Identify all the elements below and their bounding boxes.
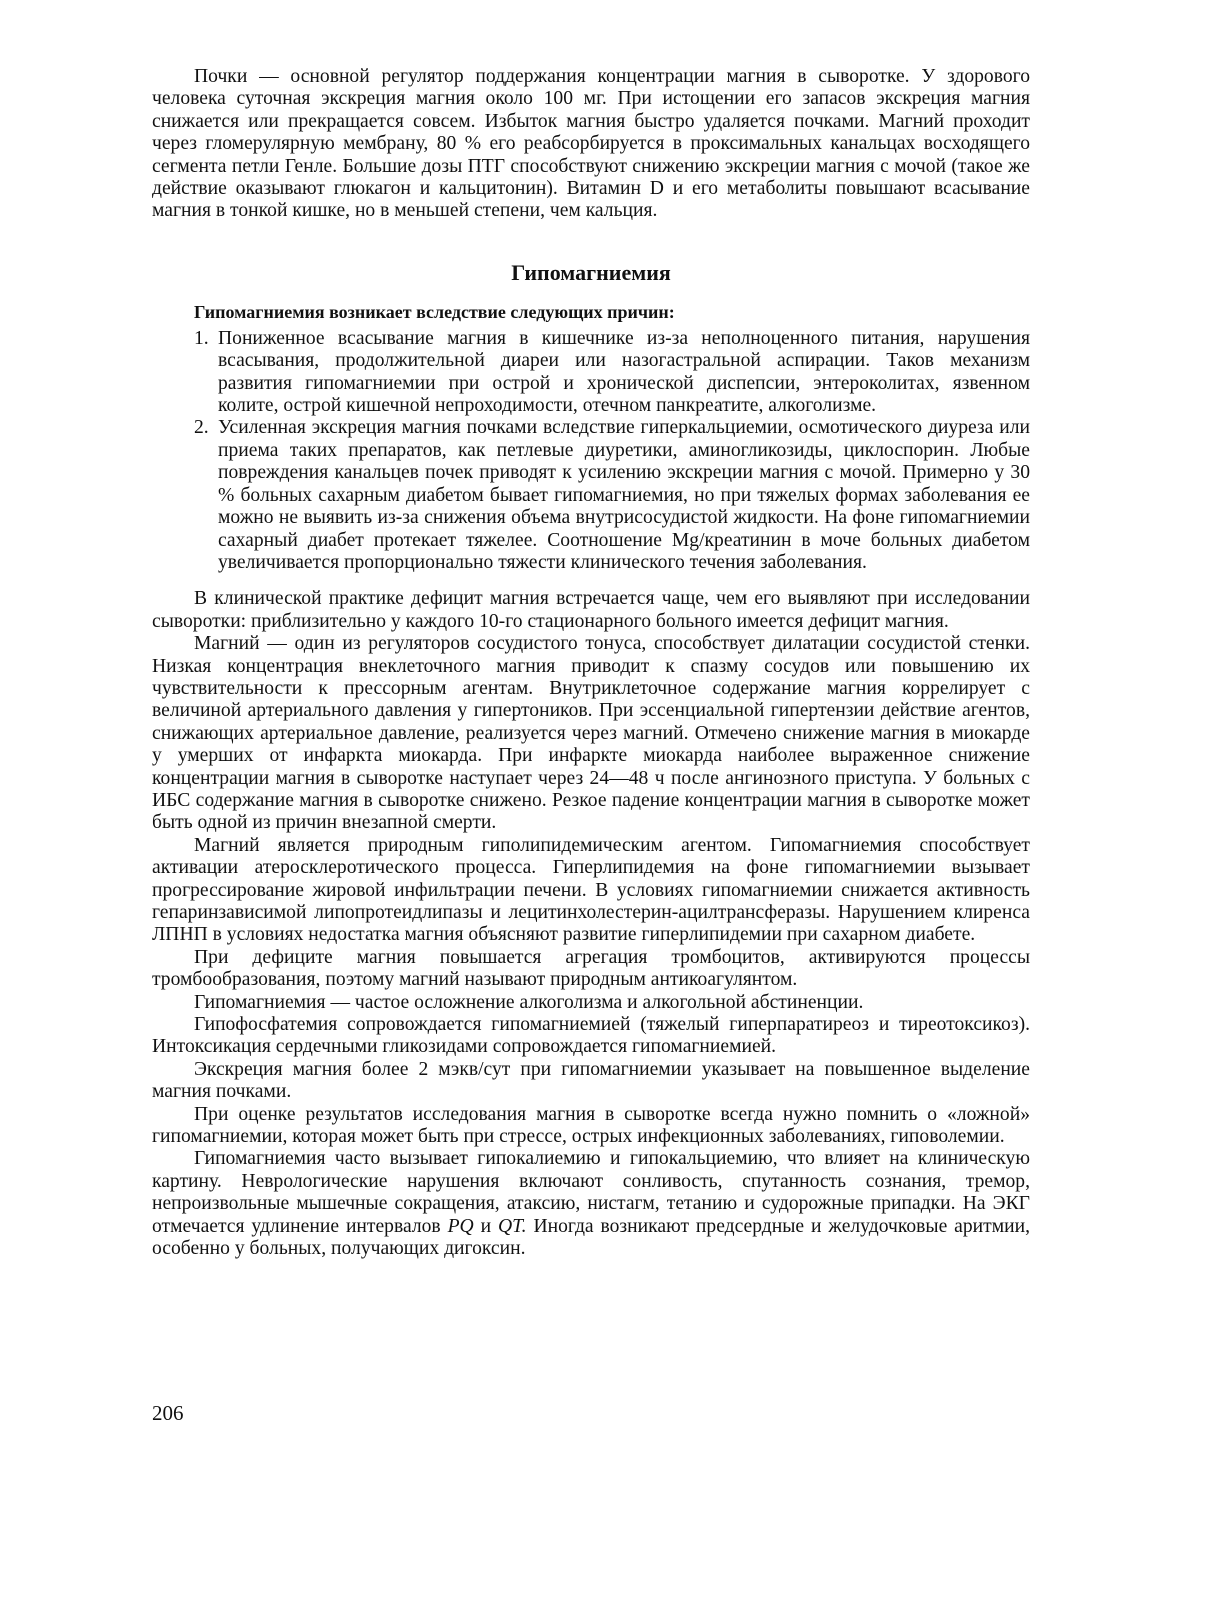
last-paragraph-text-start: Гипомагниемия часто вызывает гипокалиемию и гипокальциемию, что влияет на клиническую картину. Неврологические нарушения включают сонливость, спутанность сознания, тремор, непроизвольные мышечные сокращения, атаксию, нистагм, тетанию и судорожные припадки. На ЭКГ отмечается удлинение интервалов <box>152 1148 1030 1237</box>
document-page <box>152 66 1030 1261</box>
page-number: 206 <box>152 1401 184 1425</box>
causes-lead: Гипомагниемия возникает вследствие следующих причин: <box>194 301 675 322</box>
section-title: Гипомагниемия <box>511 259 671 285</box>
cause-item <box>152 328 1030 418</box>
cause-item <box>152 417 1030 574</box>
body-paragraph: Гипомагниемия — частое осложнение алкоголизма и алкогольной абстиненции. <box>194 991 864 1013</box>
body-paragraph: Магний является природным гиполипидемическим агентом. Гипомагниемия способствует активации атеросклеротического процесса. Гиперлипидемия на фоне гипомагниемии вызывает прогрессирование жировой инфильтрации печени. В условиях гипомагниемии снижается активность гепаринзависимой липопротеидлипазы и лецитинхолестерин-ацилтрансферазы. Нарушением клиренса ЛПНП в условиях недостатка магния объясняют развитие гиперлипидемии при сахарном диабете. <box>152 834 1030 946</box>
cause-text: Пониженное всасывание магния в кишечнике из-за неполноценного питания, нарушения всасывания, продолжительной диареи или назогастральной аспирации. Таков механизм развития гипомагниемии при острой и хронической диспепсии, энтероколитах, язвенном колите, острой кишечной непроходимости, отечном панкреатите, алкоголизме. <box>218 327 1030 417</box>
body-paragraph: В клинической практике дефицит магния встречается чаще, чем его выявляют при исследовании сыворотки: приблизительно у каждого 10-го стационарного больного имеется дефицит магния. <box>152 588 1030 632</box>
ecg-term-pq: PQ <box>447 1215 474 1237</box>
last-paragraph-text-end: Иногда возникают предсердные и желудочковые аритмии, особенно у больных, получающих дигоксин. <box>152 1215 1030 1260</box>
body-paragraph: При дефиците магния повышается агрегация тромбоцитов, активируются процессы тромбообразования, поэтому магний называют природным антикоагулянтом. <box>152 946 1030 991</box>
body-paragraph-last <box>152 1148 1030 1260</box>
cause-number: 1. <box>194 327 209 349</box>
ecg-term-qt: QT. <box>498 1215 527 1237</box>
causes-list <box>152 328 1030 574</box>
cause-text: Усиленная экскреция магния почками вследствие гиперкальциемии, осмотического диуреза или приема таких препаратов, как петлевые диуретики, аминогликозиды, циклоспорин. Любые повреждения канальцев почек приводят к усилению экскреции магния с мочой. Примерно у 30 % больных сахарным диабетом бывает гипомагниемия, но при тяжелых формах заболевания ее можно не выявить из-за снижения объема внутрисосудистой жидкости. На фоне гипомагниемии сахарный диабет протекает тяжелее. Соотношение Mg/креатинин в моче больных диабетом увеличивается пропорционально тяжести клинического течения заболевания. <box>218 417 1030 573</box>
body-paragraph: Гипофосфатемия сопровождается гипомагниемией (тяжелый гиперпаратиреоз и тиреотоксикоз). Интоксикация сердечными гликозидами сопровождается гипомагниемией. <box>152 1014 1030 1058</box>
body-paragraph: Магний — один из регуляторов сосудистого тонуса, способствует дилатации сосудистой стенки. Низкая концентрация внеклеточного магния приводит к спазму сосудов или повышению их чувствительности к прессорным агентам. Внутриклеточное содержание магния коррелирует с величиной артериального давления у гипертоников. При эссенциальной гипертензии действие агентов, снижающих артериальное давление, реализуется через магний. Отмечено снижение магния в миокарде у умерших от инфаркта миокарда. При инфаркте миокарда наиболее выраженное снижение концентрации магния в сыворотке наступает через 24—48 ч после ангинозного приступа. У больных с ИБС содержание магния в сыворотке снижено. Резкое падение концентрации магния в сыворотке может быть одной из причин внезапной смерти. <box>152 633 1030 834</box>
body-paragraph: Экскреция магния более 2 мэкв/сут при гипомагниемии указывает на повышенное выделение магния почками. <box>152 1058 1030 1103</box>
cause-number: 2. <box>194 417 209 439</box>
body-paragraph: При оценке результатов исследования магния в сыворотке всегда нужно помнить о «ложной» гипомагниемии, которая может быть при стрессе, острых инфекционных заболеваниях, гиповолемии. <box>152 1103 1030 1148</box>
intro-paragraph: Почки — основной регулятор поддержания концентрации магния в сыворотке. У здорового человека суточная экскреция магния около 100 мг. При истощении его запасов экскреция магния снижается или прекращается совсем. Избыток магния быстро удаляется почками. Магний проходит через гломерулярную мембрану, 80 % его реабсорбируется в проксимальных канальцах восходящего сегмента петли Генле. Большие дозы ПТГ способствуют снижению экскреции магния с мочой (такое же действие оказывают глюкагон и кальцитонин). Витамин D и его метаболиты повышают всасывание магния в тонкой кишке, но в меньшей степени, чем кальция. <box>152 66 1030 222</box>
last-paragraph-conjunction: и <box>473 1215 499 1237</box>
